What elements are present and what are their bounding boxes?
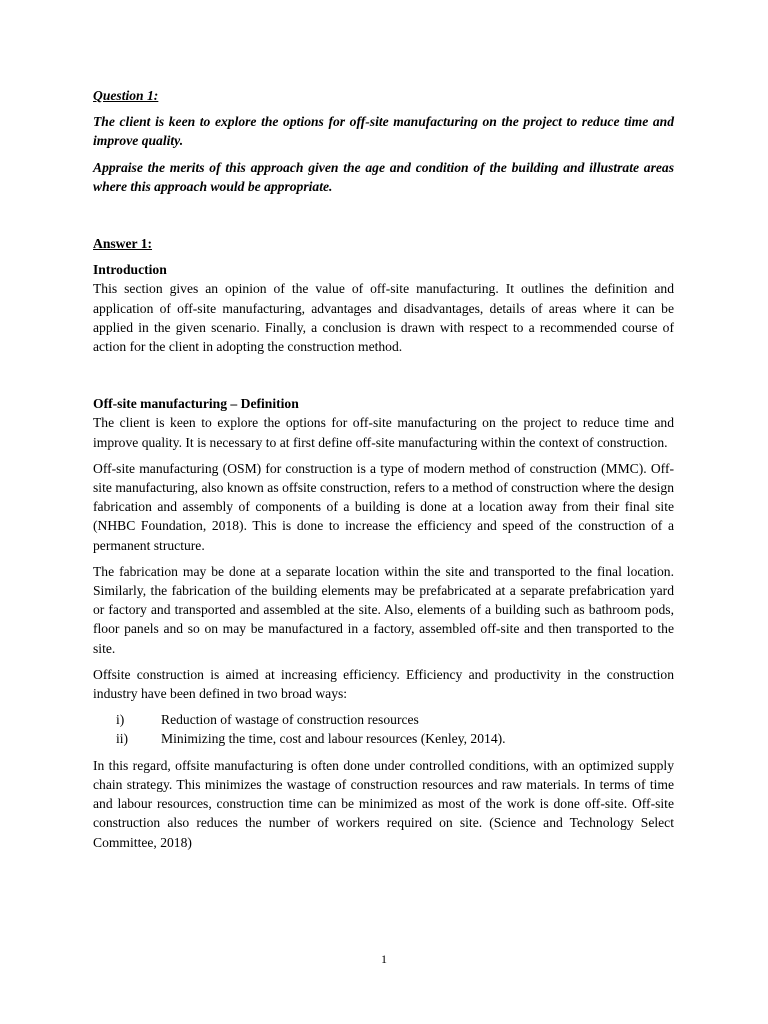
- page-content: [93, 86, 674, 859]
- list-marker: i): [116, 712, 125, 728]
- question-prompt-1: The client is keen to explore the options for off-site manufacturing on the project to reduce time and improve quality.: [93, 114, 674, 149]
- answer-heading: Answer 1:: [93, 236, 153, 252]
- list-item: [93, 710, 674, 729]
- definition-paragraph: Off-site manufacturing (OSM) for construction is a type of modern method of construction (MMC). Off-site manufacturing, also known as offsite construction, refers to a method of construction where the design fabrication and assembly of components of a building is done at a location away from their final site (NHBC Foundation, 2018). This is done to increase the efficiency and speed of the construction of a permanent structure.: [93, 460, 674, 553]
- definition-paragraph: The fabrication may be done at a separate location within the site and transported to the final location. Similarly, the fabrication of the building elements may be prefabricated at a separate prefabrication yard or factory and transported and assembled at the site. Also, elements of a building such as bathroom pods, floor panels and so on may be manufactured in a factory, assembled off-site and then transported to the site.: [93, 563, 674, 656]
- question-prompt-2: Appraise the merits of this approach given the age and condition of the building and illustrate areas where this approach would be appropriate.: [93, 159, 674, 194]
- definition-paragraph: The client is keen to explore the options for off-site manufacturing on the project to reduce time and improve quality. It is necessary to at first define off-site manufacturing within the context of construction.: [93, 415, 674, 450]
- question-heading: Question 1:: [93, 88, 159, 103]
- efficiency-list: [93, 710, 674, 748]
- introduction-paragraph: This section gives an opinion of the value of off-site manufacturing. It outlines the definition and application of off-site manufacturing, advantages and disadvantages, details of areas where it can be applied in the given scenario. Finally, a conclusion is drawn with respect to a recommended course of action for the client in adopting the construction method.: [93, 281, 674, 355]
- page-number: 1: [381, 952, 387, 966]
- list-item-text: Reduction of wastage of construction resources: [161, 712, 419, 728]
- definition-heading: Off-site manufacturing – Definition: [93, 396, 299, 412]
- list-marker: ii): [116, 731, 129, 747]
- definition-paragraph: Offsite construction is aimed at increasing efficiency. Efficiency and productivity in the construction industry have been defined in two broad ways:: [93, 666, 674, 702]
- list-item-text: Minimizing the time, cost and labour resources (Kenley, 2014).: [161, 731, 506, 747]
- closing-paragraph: In this regard, offsite manufacturing is often done under controlled conditions, with an optimized supply chain strategy. This minimizes the wastage of construction resources and raw materials. In terms of time and labour resources, construction time can be minimized as most of the work is done off-site. Off-site construction also reduces the number of workers required on site. (Science and Technology Select Committee, 2018): [93, 757, 674, 850]
- introduction-heading: Introduction: [93, 262, 167, 278]
- list-item: [93, 729, 674, 748]
